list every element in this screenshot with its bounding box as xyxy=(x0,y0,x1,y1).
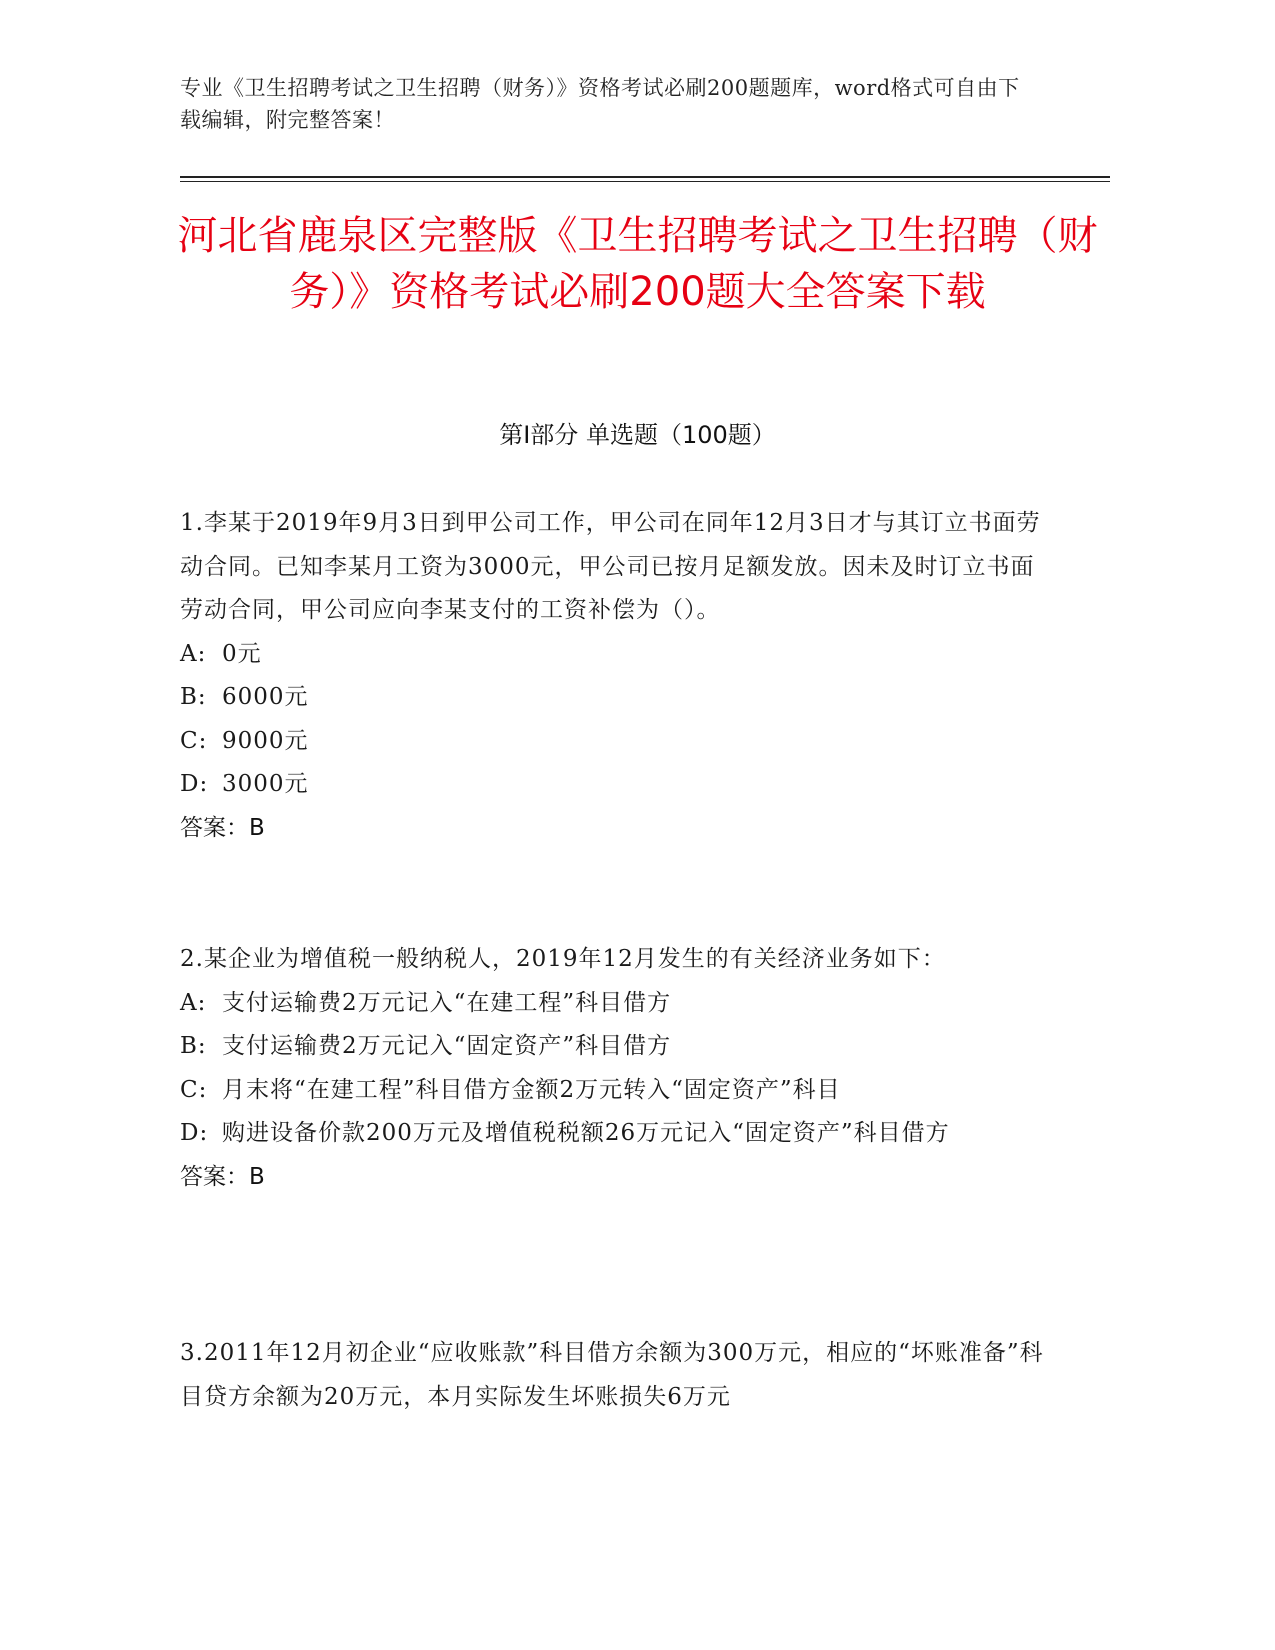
question-1 xyxy=(180,502,1050,850)
option-a xyxy=(180,982,1050,1026)
section-title: 第I部分 单选题（100题） xyxy=(499,421,776,449)
option-text: 购进设备价款200万元及增值税税额26万元记入“固定资产”科目借方 xyxy=(222,1120,950,1146)
option-text: 3000元 xyxy=(222,771,309,797)
option-c xyxy=(180,1069,1050,1113)
question-3 xyxy=(180,1332,1050,1419)
option-key: B: xyxy=(180,1033,207,1059)
option-key: A: xyxy=(180,989,207,1016)
header-divider-thick xyxy=(180,176,1110,178)
answer: 答案：B xyxy=(180,1163,265,1190)
option-text: 支付运输费2万元记入“在建工程”科目借方 xyxy=(222,989,672,1016)
option-b xyxy=(180,676,1050,720)
option-key: A: xyxy=(180,640,207,667)
question-stem: 3.2011年12月初企业“应收账款”科目借方余额为300万元，相应的“坏账准备”科目贷方余额为20万元，本月实际发生坏账损失6万元 xyxy=(180,1340,1044,1410)
option-d xyxy=(180,763,1050,807)
option-b xyxy=(180,1025,1050,1069)
option-key: D: xyxy=(180,771,209,797)
answer: 答案：B xyxy=(180,814,265,841)
question-stem: 2.某企业为增值税一般纳税人，2019年12月发生的有关经济业务如下： xyxy=(180,946,946,972)
option-key: D: xyxy=(180,1120,209,1146)
option-text: 月末将“在建工程”科目借方金额2万元转入“固定资产”科目 xyxy=(222,1076,841,1103)
option-c xyxy=(180,720,1050,764)
question-2 xyxy=(180,938,1050,1199)
option-text: 支付运输费2万元记入“固定资产”科目借方 xyxy=(222,1033,672,1059)
option-key: B: xyxy=(180,684,207,710)
option-d xyxy=(180,1112,1050,1156)
header-divider-thin xyxy=(180,181,1110,182)
option-key: C: xyxy=(180,1076,208,1103)
option-text: 6000元 xyxy=(222,684,309,710)
option-text: 9000元 xyxy=(222,727,309,754)
header-note: 专业《卫生招聘考试之卫生招聘（财务）》资格考试必刷200题题库，word格式可自由下载编辑，附完整答案！ xyxy=(180,76,1020,132)
option-key: C: xyxy=(180,727,208,754)
document-title: 河北省鹿泉区完整版《卫生招聘考试之卫生招聘（财务）》资格考试必刷200题大全答案下载 xyxy=(177,213,1098,315)
question-stem: 1.李某于2019年9月3日到甲公司工作，甲公司在同年12月3日才与其订立书面劳动合同。已知李某月工资为3000元，甲公司已按月足额发放。因未及时订立书面劳动合同，甲公司应向李某支付的工资补偿为（）。 xyxy=(180,510,1041,623)
option-text: 0元 xyxy=(222,640,262,667)
option-a xyxy=(180,633,1050,677)
